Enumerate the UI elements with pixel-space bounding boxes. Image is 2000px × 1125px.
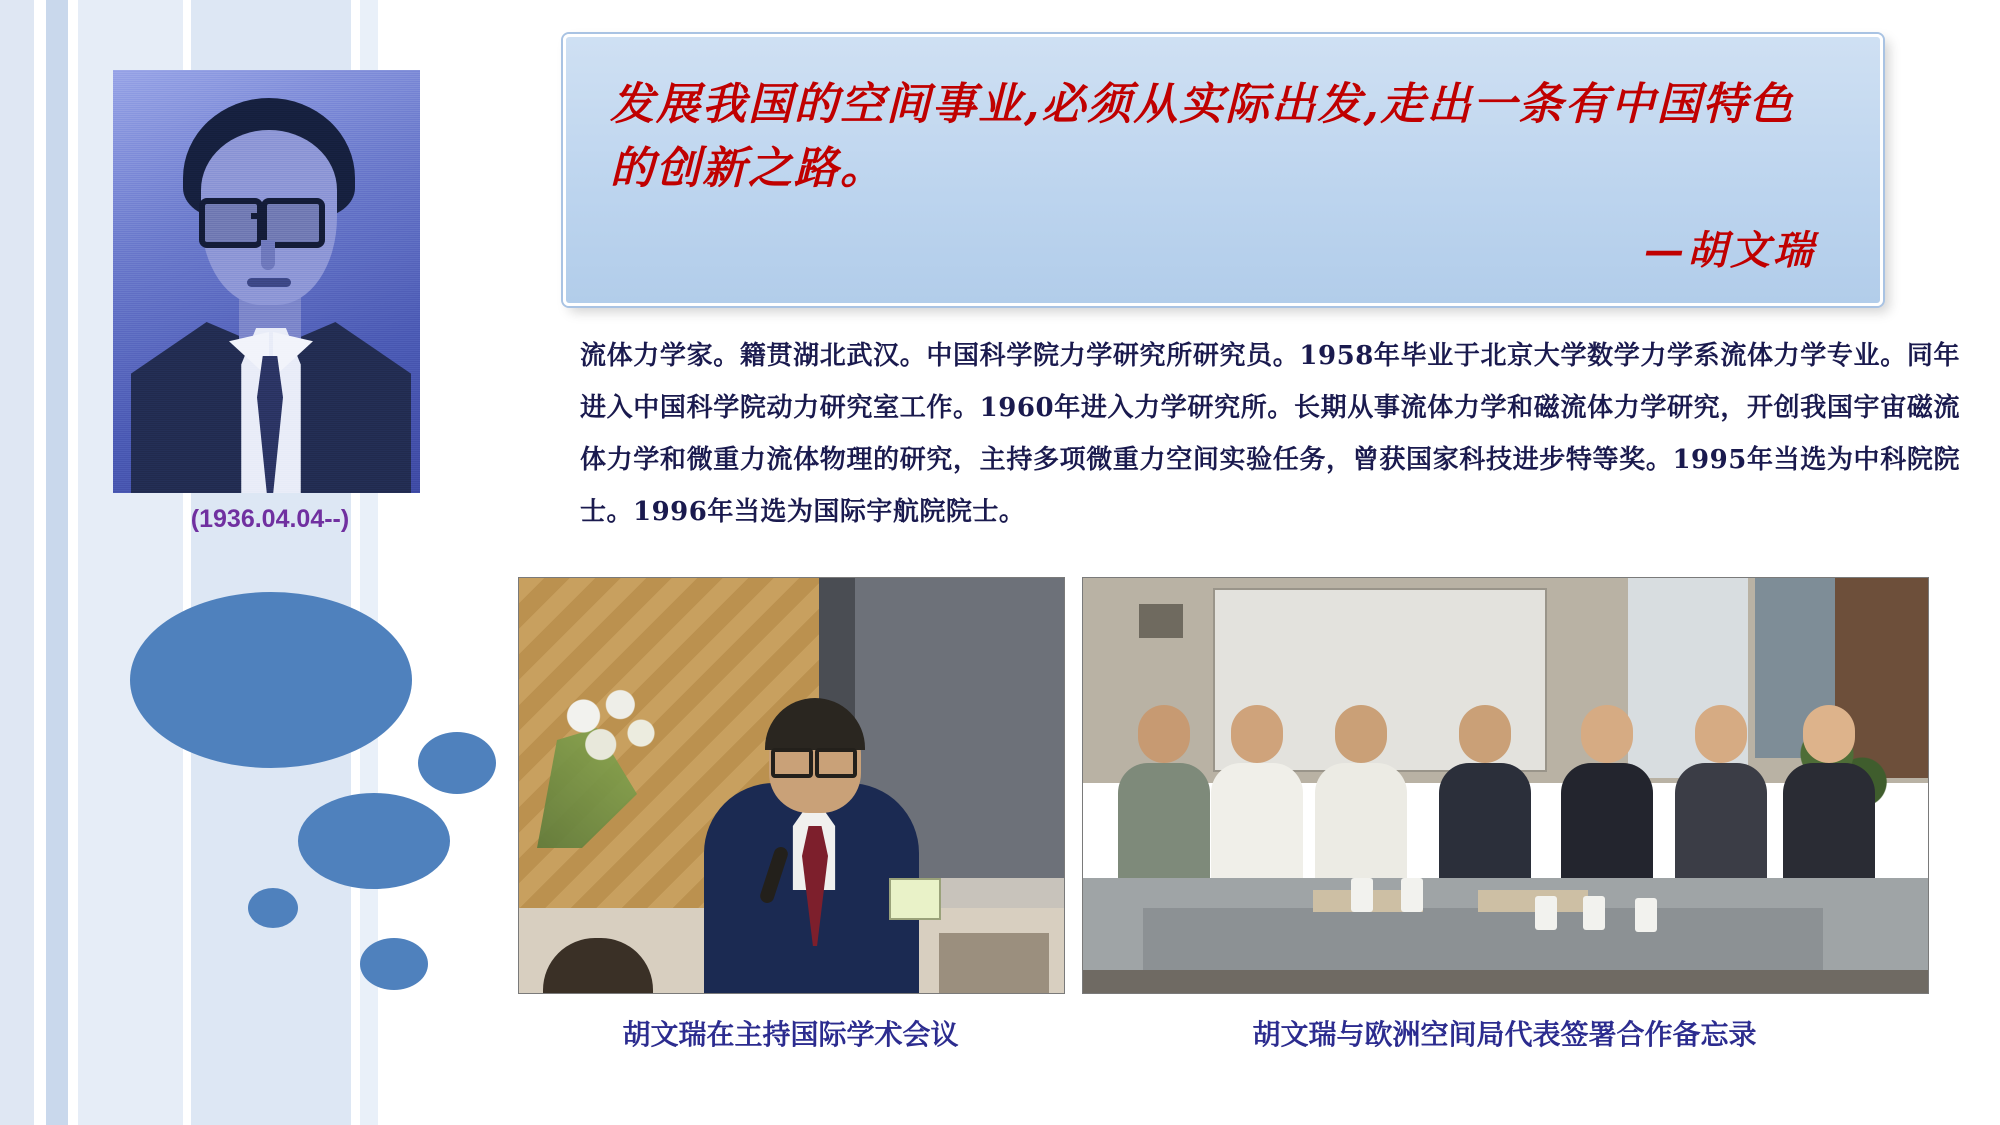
stripe-4: [68, 0, 78, 1125]
photo-left-speaker-glasses-right: [815, 748, 857, 778]
photo-right-cup-1: [1351, 878, 1373, 912]
decorative-circle-medium: [298, 793, 450, 889]
person-head: [1231, 705, 1283, 763]
person-body: [1439, 763, 1531, 883]
quote-box: [563, 34, 1883, 306]
photo-right-cup-3: [1535, 896, 1557, 930]
photo-left-speaker-glasses-left: [771, 748, 813, 778]
person-body: [1783, 763, 1875, 883]
photo-right-person-7: [1783, 705, 1875, 883]
photo-right-wall-plaque: [1139, 604, 1183, 638]
photo-right-person-1: [1118, 705, 1210, 883]
photo-right-cup-5: [1635, 898, 1657, 932]
person-body: [1211, 763, 1303, 883]
photo-right-document-2: [1478, 890, 1588, 912]
photo-esa-signing: [1082, 577, 1929, 994]
decorative-circle-xsmall: [360, 938, 428, 990]
person-head: [1459, 705, 1511, 763]
person-head: [1581, 705, 1633, 763]
person-body: [1675, 763, 1767, 883]
photo-right-person-3: [1315, 705, 1407, 883]
photo-left-flowers: [549, 678, 664, 773]
photo-right-person-2: [1211, 705, 1303, 883]
photo-right-cup-4: [1583, 896, 1605, 930]
stripe-3: [46, 0, 68, 1125]
portrait-frame: [113, 70, 420, 493]
person-body: [1315, 763, 1407, 883]
photo-right-cup-2: [1401, 878, 1423, 912]
person-head: [1695, 705, 1747, 763]
photo-right-floor: [1083, 970, 1928, 993]
photo-caption-esa-signing: 胡文瑞与欧洲空间局代表签署合作备忘录: [1252, 1018, 1757, 1051]
person-head: [1803, 705, 1855, 763]
person-body: [1561, 763, 1653, 883]
quote-text: 发展我国的空间事业,必须从实际出发,走出一条有中国特色的创新之路。: [610, 79, 1795, 194]
person-head: [1335, 705, 1387, 763]
portrait-texture: [113, 70, 420, 493]
photo-right-person-5: [1561, 705, 1653, 883]
person-head: [1138, 705, 1190, 763]
decorative-circle-tiny: [248, 888, 298, 928]
person-body: [1118, 763, 1210, 883]
stripe-2: [34, 0, 46, 1125]
hu-wenrui-portrait-image: [113, 70, 420, 493]
biography-paragraph: 流体力学家。籍贯湖北武汉。中国科学院力学研究所研究员。1958年毕业于北京大学数学力学系流体力学专业。同年进入中国科学院动力研究室工作。1960年进入力学研究所。长期从事流体力学和磁流体力学研究，开创我国宇宙磁流体力学和微重力流体物理的研究，主持多项微重力空间实验任务，曾获国家科技进步特等奖。1995年当选为中科院院士。1996年当选为国际宇航院院士。: [580, 341, 1960, 527]
quote-attribution: —胡文瑞: [1644, 226, 1816, 274]
portrait-caption: (1936.04.04--): [190, 505, 350, 533]
photo-conference: [518, 577, 1065, 994]
photo-left-name-badge: [889, 878, 941, 920]
decorative-circle-small: [418, 732, 496, 794]
stripe-1: [0, 0, 34, 1125]
photo-right-person-6: [1675, 705, 1767, 883]
photo-left-chair: [939, 933, 1049, 993]
decorative-circle-large: [130, 592, 412, 768]
photo-caption-conference: 胡文瑞在主持国际学术会议: [622, 1018, 959, 1051]
photo-right-person-4: [1439, 705, 1531, 883]
